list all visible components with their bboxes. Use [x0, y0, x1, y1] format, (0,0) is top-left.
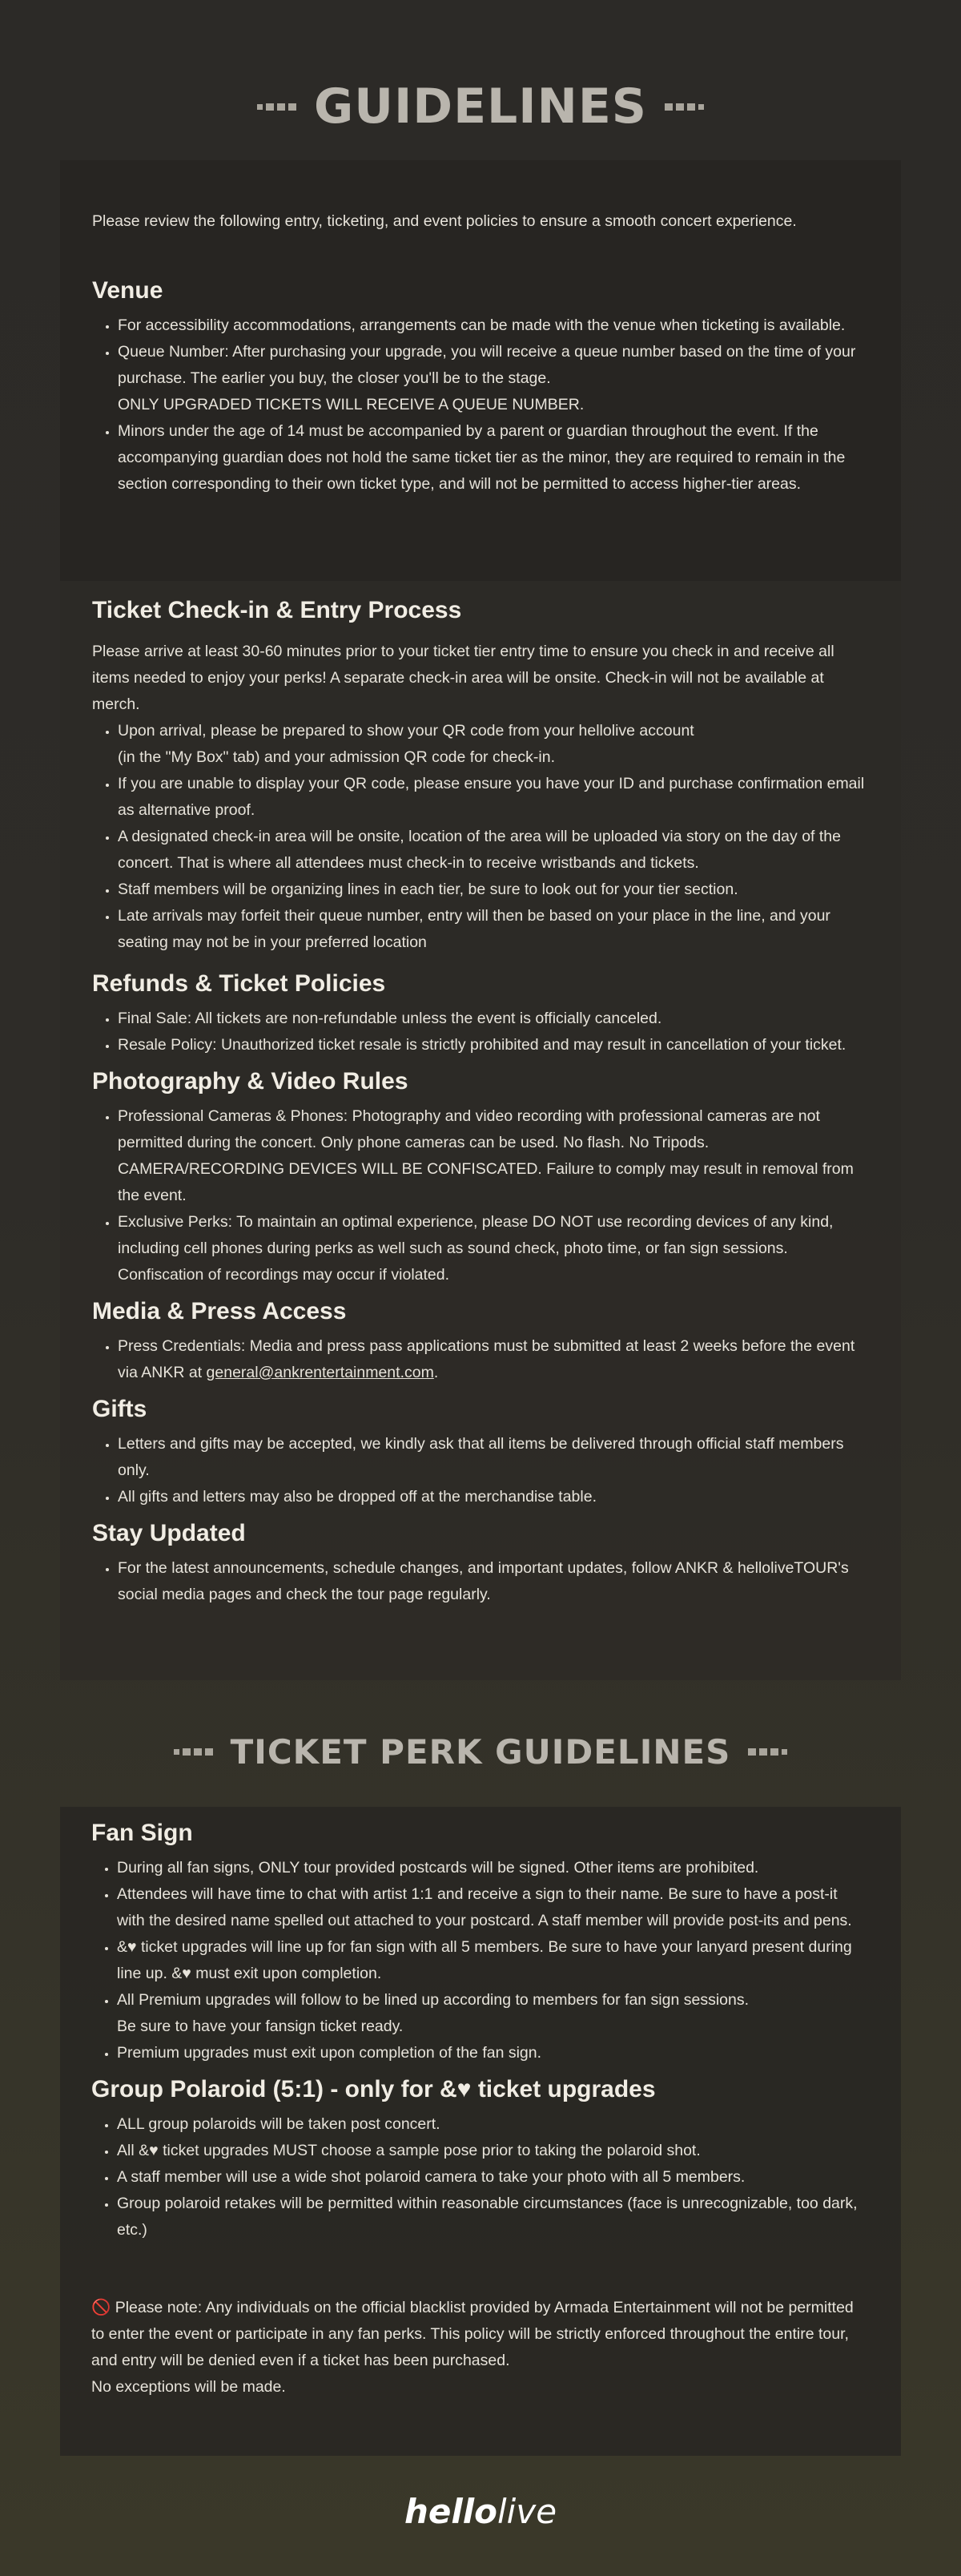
- hellolive-logo: [0, 2492, 961, 2531]
- list-item: • Resale Policy: Unauthorized ticket resale is strictly prohibited and may result in cancellation of your ticket.: [118, 1032, 869, 1058]
- list-item-text: CAMERA/RECORDING DEVICES WILL BE CONFISCATED. Failure to comply may result in removal from the event.: [118, 1160, 854, 1204]
- list-item-text: Press Credentials: Media and press pass applications must be submitted at least 2 weeks before the event via ANKR at: [118, 1337, 855, 1381]
- media-list: [92, 1333, 869, 1386]
- venue-list: [92, 312, 869, 498]
- perk-guidelines-header: [0, 1732, 961, 1772]
- refunds-heading: Refunds & Ticket Policies: [92, 970, 386, 997]
- guidelines-header: [0, 79, 961, 135]
- list-item-text: ONLY UPGRADED TICKETS WILL RECEIVE A QUEUE NUMBER.: [118, 396, 585, 413]
- intro-text: Please review the following entry, ticketing, and event policies to ensure a smooth concert experience.: [92, 212, 797, 230]
- stay-updated-list: [92, 1555, 869, 1608]
- policies-panel: [60, 581, 901, 1680]
- list-item: [118, 1103, 869, 1209]
- list-item-text: (in the "My Box" tab) and your admission QR code for check-in.: [118, 748, 555, 766]
- gifts-heading: Gifts: [92, 1396, 147, 1422]
- list-item: • Final Sale: All tickets are non-refundable unless the event is officially canceled.: [118, 1006, 869, 1032]
- checkin-heading: Ticket Check-in & Entry Process: [92, 597, 462, 623]
- photo-list: [92, 1103, 869, 1288]
- list-item: • Group polaroid retakes will be permitted within reasonable circumstances (face is unrecognizable, too dark, etc.): [117, 2191, 869, 2243]
- decorative-dots-left: [174, 1748, 213, 1756]
- media-heading: Media & Press Access: [92, 1298, 347, 1324]
- list-item-text: Upon arrival, please be prepared to show your QR code from your hellolive account: [118, 722, 694, 740]
- list-item: [118, 339, 869, 418]
- list-item: • Minors under the age of 14 must be accompanied by a parent or guardian throughout the event. If the accompanying guardian does not hold the same ticket tier as the minor, they are required to remain in the section corresponding to their own ticket type, and will not be permitted to access higher-tier areas.: [118, 418, 869, 498]
- note-text: No exceptions will be made.: [91, 2378, 286, 2396]
- list-item: [118, 1333, 869, 1386]
- list-item: • A staff member will use a wide shot polaroid camera to take your photo with all 5 members.: [117, 2164, 869, 2191]
- perk-panel: [60, 1807, 901, 2456]
- venue-heading: Venue: [92, 277, 163, 304]
- fansign-list: [91, 1855, 869, 2066]
- decorative-dots-left: [257, 103, 296, 111]
- list-item: • For the latest announcements, schedule changes, and important updates, follow ANKR & helloliveTOUR's social media pages and check the tour page regularly.: [118, 1555, 869, 1608]
- blacklist-note: [91, 2295, 869, 2401]
- prohibited-icon: 🚫: [91, 2299, 111, 2316]
- logo-light-text: live: [497, 2492, 557, 2531]
- list-item: • For accessibility accommodations, arrangements can be made with the venue when ticketing is available.: [118, 312, 869, 339]
- polaroid-heading: Group Polaroid (5:1) - only for &♥ ticket upgrades: [91, 2076, 656, 2102]
- venue-panel: [60, 160, 901, 581]
- list-item: • If you are unable to display your QR code, please ensure you have your ID and purchase confirmation email as alternative proof.: [118, 771, 869, 824]
- note-text: Please note: Any individuals on the official blacklist provided by Armada Entertainment will not be permitted to enter the event or participate in any fan perks. This policy will be strictly enforced throughout the entire tour, and entry will be denied even if a ticket has been purchased.: [91, 2299, 854, 2369]
- polaroid-list: [91, 2111, 869, 2243]
- list-item: [118, 718, 869, 771]
- decorative-dots-right: [665, 103, 704, 111]
- list-item-text: All Premium upgrades will follow to be lined up according to members for fan sign sessions.: [117, 1991, 750, 2009]
- fansign-heading: Fan Sign: [91, 1820, 193, 1846]
- stay-updated-heading: Stay Updated: [92, 1520, 246, 1546]
- logo-bold-text: hello: [404, 2492, 497, 2531]
- list-item: • ALL group polaroids will be taken post concert.: [117, 2111, 869, 2138]
- checkin-intro: Please arrive at least 30-60 minutes prior to your ticket tier entry time to ensure you check in and receive all items needed to enjoy your perks! A separate check-in area will be onsite. Check-in will not be available at merch.: [92, 643, 834, 713]
- decorative-dots-right: [748, 1748, 787, 1756]
- perk-guidelines-title: TICKET PERK GUIDELINES: [230, 1732, 731, 1772]
- list-item-text: Professional Cameras & Phones: Photography and video recording with professional cameras are not permitted during the concert. Only phone cameras can be used. No flash. No Tripods.: [118, 1107, 820, 1151]
- list-item: • Late arrivals may forfeit their queue number, entry will then be based on your place in the line, and your seating may not be in your preferred location: [118, 903, 869, 956]
- list-item: • Attendees will have time to chat with artist 1:1 and receive a sign to their name. Be sure to have a post-it with the desired name spelled out attached to your postcard. A staff member will provide post-its and pens.: [117, 1881, 869, 1934]
- list-item: [117, 1987, 869, 2040]
- list-item-text: Queue Number: After purchasing your upgrade, you will receive a queue number based on the time of your purchase. The earlier you buy, the closer you'll be to the stage.: [118, 343, 856, 387]
- checkin-list: [92, 718, 869, 956]
- list-item: • A designated check-in area will be onsite, location of the area will be uploaded via story on the day of the concert. That is where all attendees must check-in to receive wristbands and tickets.: [118, 824, 869, 877]
- list-item: • During all fan signs, ONLY tour provided postcards will be signed. Other items are prohibited.: [117, 1855, 869, 1881]
- list-item: • Staff members will be organizing lines in each tier, be sure to look out for your tier section.: [118, 877, 869, 903]
- press-email-link[interactable]: general@ankrentertainment.com: [206, 1364, 434, 1381]
- list-item: • Exclusive Perks: To maintain an optimal experience, please DO NOT use recording devices of any kind, including cell phones during perks as well such as sound check, photo time, or fan sign sessions. Confiscation of recordings may occur if violated.: [118, 1209, 869, 1288]
- list-item: • Premium upgrades must exit upon completion of the fan sign.: [117, 2040, 869, 2066]
- list-item: • &♥ ticket upgrades will line up for fan sign with all 5 members. Be sure to have your lanyard present during line up. &♥ must exit upon completion.: [117, 1934, 869, 1987]
- list-item-text: .: [433, 1364, 439, 1381]
- list-item: • All &♥ ticket upgrades MUST choose a sample pose prior to taking the polaroid shot.: [117, 2138, 869, 2164]
- photo-heading: Photography & Video Rules: [92, 1068, 408, 1094]
- list-item: • Letters and gifts may be accepted, we kindly ask that all items be delivered through official staff members only.: [118, 1431, 869, 1484]
- gifts-list: [92, 1431, 869, 1510]
- list-item: • All gifts and letters may also be dropped off at the merchandise table.: [118, 1484, 869, 1510]
- list-item-text: Be sure to have your fansign ticket ready.: [117, 2018, 404, 2035]
- refunds-list: [92, 1006, 869, 1058]
- guidelines-title: GUIDELINES: [313, 79, 648, 135]
